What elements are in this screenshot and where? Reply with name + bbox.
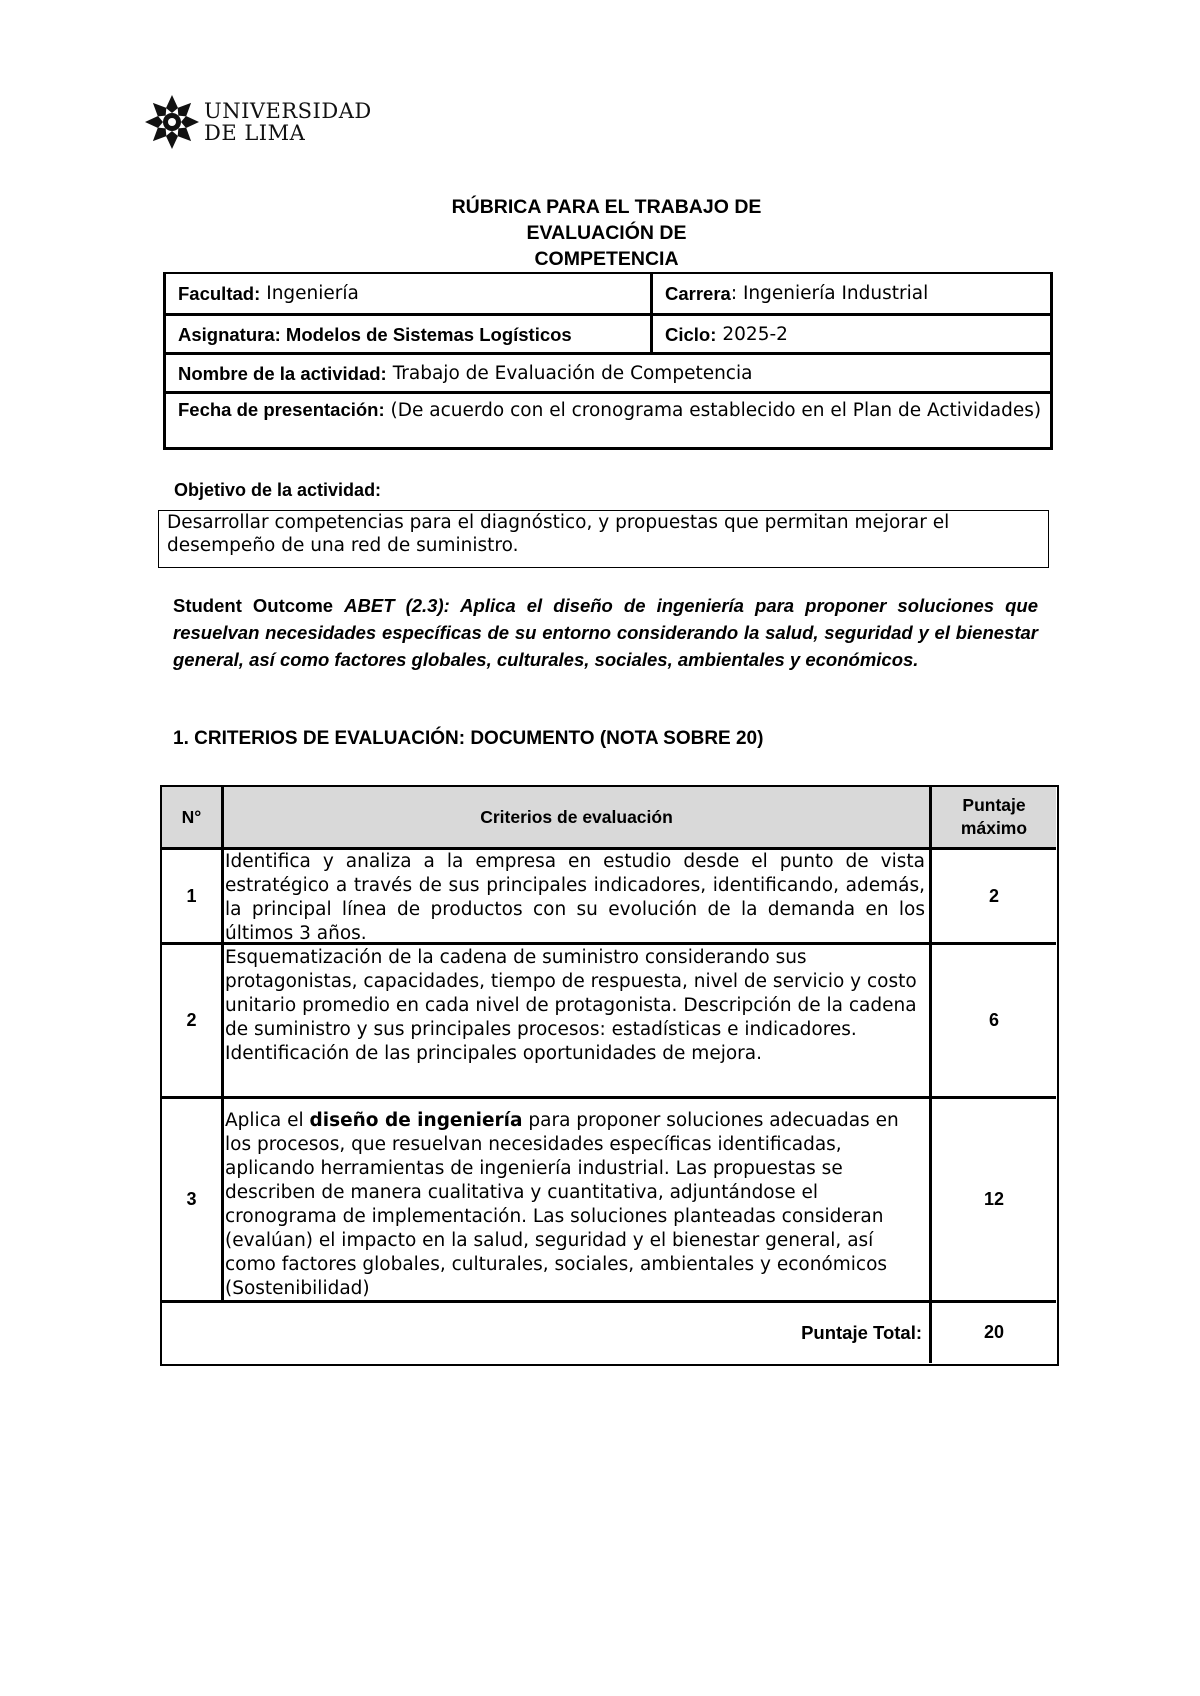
header-puntaje: Puntaje máximo <box>932 787 1056 847</box>
fecha-label: Fecha de presentación: <box>178 399 385 420</box>
ciclo-label: Ciclo: <box>665 324 717 345</box>
section-title: 1. CRITERIOS DE EVALUACIÓN: DOCUMENTO (NOTA SOBRE 20) <box>173 728 764 749</box>
row-3-num: 3 <box>186 1189 197 1209</box>
student-outcome-abet <box>173 592 1038 673</box>
row-1-score: 2 <box>988 885 999 906</box>
total-value: 20 <box>983 1321 1005 1342</box>
title-line-3: COMPETENCIA <box>534 248 679 270</box>
abet-word: ABET <box>344 595 395 616</box>
facultad-value: Ingeniería <box>266 283 359 304</box>
row-2-num: 2 <box>186 1010 197 1030</box>
objetivo-label: Objetivo de la actividad: <box>174 480 382 500</box>
row-3-text <box>225 1109 925 1301</box>
header-criterio: Criterios de evaluación <box>224 787 929 847</box>
total-label: Puntaje Total: <box>801 1322 922 1343</box>
actividad-cell <box>166 355 1050 392</box>
row-3-text-pre: Aplica el <box>225 1110 310 1131</box>
ciclo-value: 2025-2 <box>722 324 788 345</box>
fecha-cell <box>166 395 1046 447</box>
row-3-score: 12 <box>983 1189 1005 1209</box>
row-1-num: 1 <box>186 885 197 906</box>
criteria-table <box>160 785 1059 1366</box>
carrera-value: : Ingeniería Industrial <box>730 283 929 304</box>
facultad-label: Facultad: <box>178 283 261 304</box>
header-num: N° <box>162 787 221 847</box>
row-2-score: 6 <box>988 1010 999 1030</box>
carrera-cell <box>653 274 1050 313</box>
ciclo-cell <box>653 316 1050 353</box>
objetivo-box <box>158 510 1049 568</box>
logo-line-2: DE LIMA <box>204 121 306 145</box>
university-logo <box>145 94 372 150</box>
logo-line-1: UNIVERSIDAD <box>204 99 372 123</box>
title-line-1: RÚBRICA PARA EL TRABAJO DE <box>451 196 762 218</box>
page-title <box>0 194 1200 272</box>
abet-prefix: Student Outcome <box>173 595 345 616</box>
carrera-label: Carrera <box>665 283 731 304</box>
facultad-cell <box>166 274 650 313</box>
asignatura-cell <box>166 316 650 353</box>
objetivo-text: Desarrollar competencias para el diagnóstico, y propuestas que permitan mejorar el desempeño de una red de suministro. <box>167 512 950 556</box>
row-2-text: Esquematización de la cadena de suministro considerando sus protagonistas, capacidades, tiempo de respuesta, nivel de servicio y costo unitario promedio en cada nivel de protagonista. Descripción de la cadena de suministro y sus principales procesos: estadísticas e indicadores. Identificación de las principales oportunidades de mejora. <box>225 947 917 1064</box>
row-3-text-bold: diseño de ingeniería <box>309 1110 523 1131</box>
asignatura-label: Asignatura: Modelos de Sistemas Logísticos <box>178 324 572 345</box>
actividad-label: Nombre de la actividad: <box>178 363 387 384</box>
abet-text: (2.3): Aplica el diseño de ingeniería para proponer soluciones que resuelvan necesidades específicas de su entorno considerando la salud, seguridad y el bienestar general, así como factores globales, culturales, sociales, ambientales y económicos. <box>173 595 1038 670</box>
info-table <box>163 272 1053 450</box>
actividad-value: Trabajo de Evaluación de Competencia <box>392 363 753 384</box>
row-1-text: Identifica y analiza a la empresa en estudio desde el punto de vista estratégico a través de sus principales indicadores, identificando, además, la principal línea de productos con su evolución de la demanda en los últimos 3 años. <box>225 851 925 944</box>
title-line-2: EVALUACIÓN DE <box>526 222 687 244</box>
flower-logo-icon <box>145 94 199 150</box>
fecha-value: (De acuerdo con el cronograma establecido en el Plan de Actividades) <box>390 400 1042 421</box>
row-3-text-post: para proponer soluciones adecuadas en los procesos, que resuelvan necesidades específicas identificadas, aplicando herramientas de ingeniería industrial. Las propuestas se describen de manera cualitativa y cuantitativa, adjuntándose el cronograma de implementación. Las soluciones planteadas consideran (evalúan) el impacto en la salud, seguridad y el bienestar general, así como factores globales, culturales, sociales, ambientales y económicos (Sostenibilidad) <box>225 1110 899 1299</box>
